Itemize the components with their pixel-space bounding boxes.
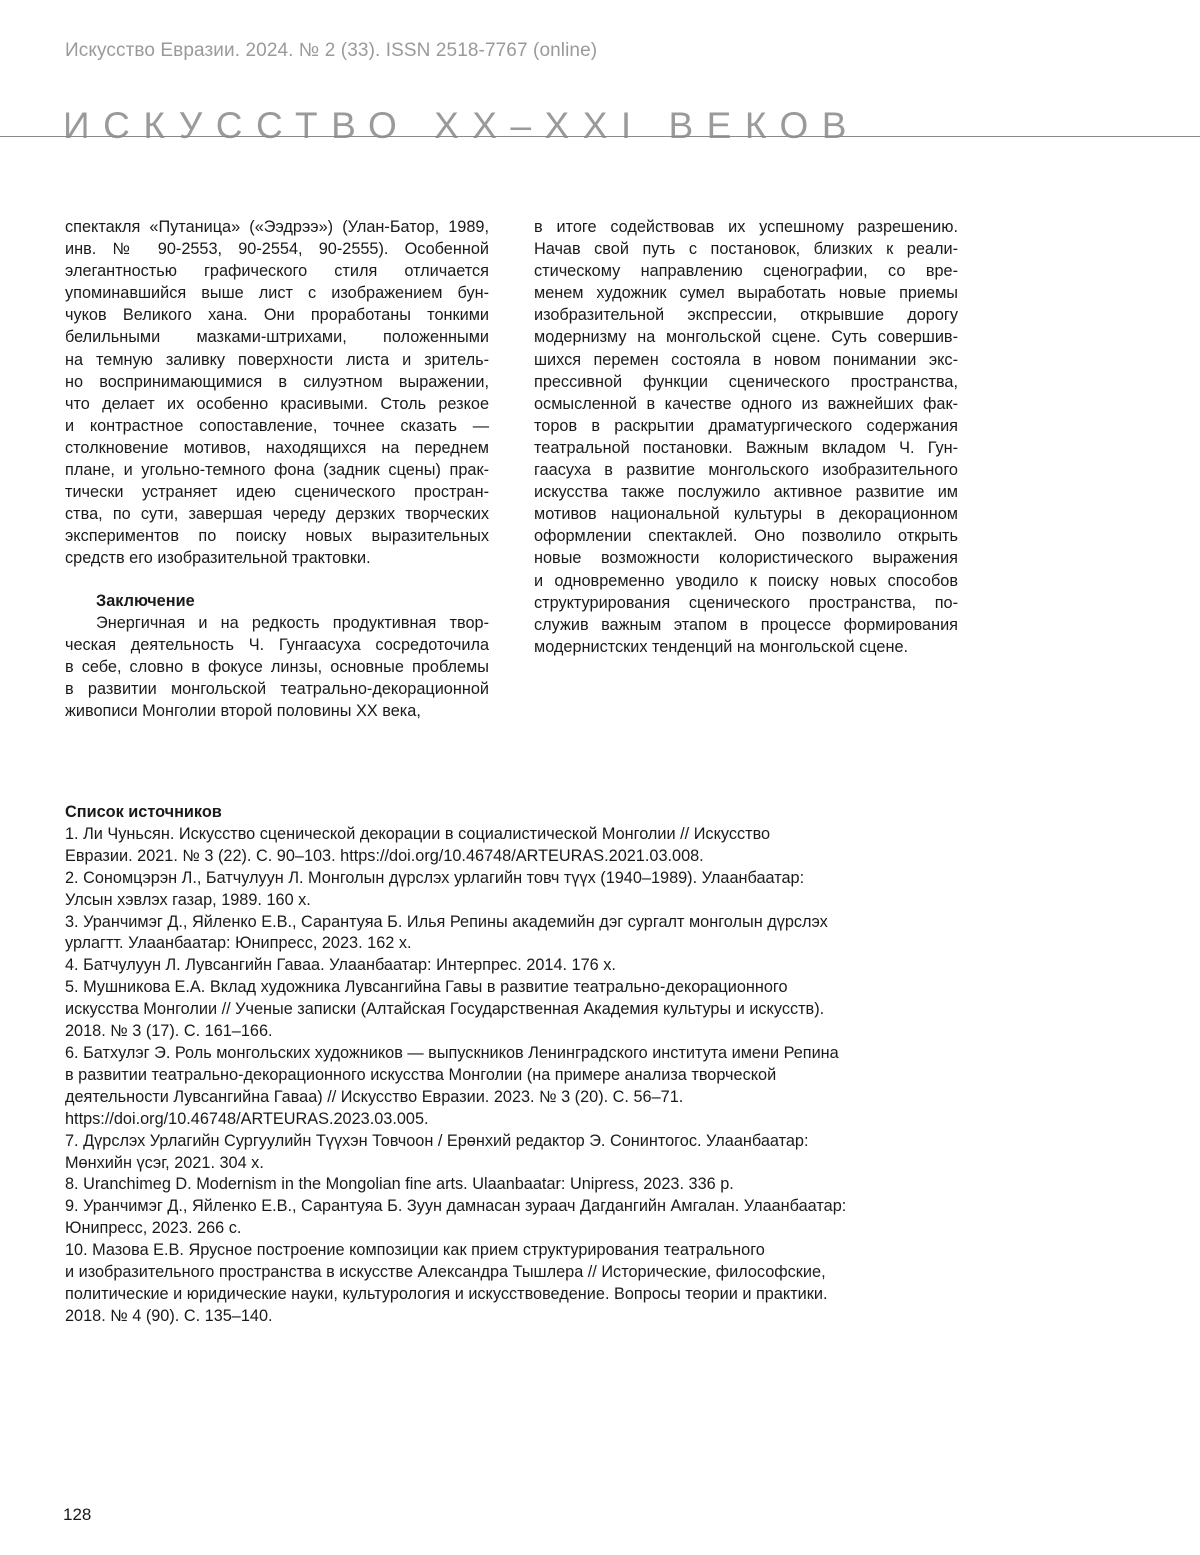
text-line: в итоге содействовав их успешному разрешению. xyxy=(534,218,958,236)
conclusion-paragraph-continued xyxy=(534,216,958,658)
text-line: искусства также послужило активное развитие им xyxy=(534,483,958,502)
references-section xyxy=(65,802,965,1328)
reference-line: и изобразительного пространства в искусстве Александра Тышлера // Исторические, философские, xyxy=(65,1263,826,1282)
text-line: и одновременно уводило к поиску новых способов xyxy=(534,571,958,590)
reference-line: политические и юридические науки, культурология и искусствоведение. Вопросы теории и практики. xyxy=(65,1284,828,1303)
text-line: осмысленной в качестве одного из важнейших фак- xyxy=(534,394,958,413)
reference-line: 3. Уранчимэг Д., Яйленко Е.В., Сарантуяа Б. Илья Репины академийн дэг сургалт монголын дүрслэх xyxy=(65,912,828,931)
text-line: гаасуха в развитие монгольского изобразительного xyxy=(534,461,958,480)
text-line: мотивов национальной культуры в декорационном xyxy=(534,505,958,524)
text-line: новые возможности колористического выражения xyxy=(534,549,958,568)
section-title: ИСКУССТВО XX–XXI ВЕКОВ xyxy=(63,104,860,146)
reference-item xyxy=(65,1196,965,1240)
text-line: ческая деятельность Ч. Гунгаасуха сосредоточила xyxy=(65,635,489,654)
journal-citation: Искусство Евразии. 2024. № 2 (33). ISSN 2518-7767 (online) xyxy=(65,40,598,61)
reference-line: Мөнхийн үсэг, 2021. 304 х. xyxy=(65,1153,264,1172)
text-line: в себе, словно в фокусе линзы, основные проблемы xyxy=(65,657,489,676)
reference-item xyxy=(65,955,965,977)
text-line: упоминавшийся выше лист с изображением бун- xyxy=(65,284,489,303)
reference-line: деятельности Лувсангийна Гаваа) // Искусство Евразии. 2023. № 3 (20). С. 56–71. xyxy=(65,1087,684,1106)
text-line: торов в раскрытии драматургического содержания xyxy=(534,416,958,435)
page-number: 128 xyxy=(63,1505,92,1524)
text-line: ства, по сути, завершая череду дерзких творческих xyxy=(65,505,489,524)
reference-line: 9. Уранчимэг Д., Яйленко Е.В., Сарантуяа Б. Зуун дамнасан зураач Дагдангийн Амгалан. Улаанбаатар: xyxy=(65,1197,847,1216)
text-line: структурирования сценического пространства, по- xyxy=(534,593,958,612)
reference-line: 6. Батхулэг Э. Роль монгольских художников — выпускников Ленинградского института имени Репина xyxy=(65,1043,839,1062)
reference-line: 7. Дүрслэх Урлагийн Сургуулийн Түүхэн Товчоон / Ерөнхий редактор Э. Сонинтогос. Улаанбаатар: xyxy=(65,1131,809,1150)
text-line: что делает их особенно красивыми. Столь резкое xyxy=(65,394,489,413)
reference-line: в развитии театрально-декорационного искусства Монголии (на примере анализа творческой xyxy=(65,1065,777,1084)
reference-item xyxy=(65,824,965,868)
reference-line: 2018. № 4 (90). С. 135–140. xyxy=(65,1306,273,1325)
header-divider xyxy=(0,136,1200,137)
reference-item xyxy=(65,1131,965,1175)
reference-item xyxy=(65,912,965,956)
text-line: но воспринимающимися в силуэтном выражении, xyxy=(65,372,489,391)
conclusion-paragraph xyxy=(65,612,489,722)
reference-line: 2. Сономцэрэн Л., Батчулуун Л. Монголын дүрслэх урлагийн товч түүх (1940–1989). Улаанбаатар: xyxy=(65,868,805,887)
references-list xyxy=(65,824,965,1328)
text-line: служив важным этапом в процессе формирования xyxy=(534,615,958,634)
reference-item xyxy=(65,977,965,1043)
text-line: Начав свой путь с постановок, близких к реали- xyxy=(534,240,958,259)
left-column xyxy=(65,216,489,722)
reference-line: 4. Батчулуун Л. Лувсангийн Гаваа. Улаанбаатар: Интерпрес. 2014. 176 х. xyxy=(65,956,616,975)
right-column xyxy=(534,216,958,658)
text-line: чуков Великого хана. Они проработаны тонкими xyxy=(65,306,489,325)
text-line: инв. № 90-2553, 90-2554, 90-2555). Особенной xyxy=(65,240,489,259)
text-line: столкновение мотивов, находящихся на переднем xyxy=(65,438,489,457)
text-line: средств его изобразительной трактовки. xyxy=(65,549,371,568)
text-line: Энергичная и на редкость продуктивная твор- xyxy=(96,613,489,632)
text-line: оформлении спектаклей. Оно позволило открыть xyxy=(534,527,958,546)
reference-line: Улсын хэвлэх газар, 1989. 160 х. xyxy=(65,890,311,909)
paragraph-continuation xyxy=(65,216,489,570)
reference-item xyxy=(65,868,965,912)
text-line: спектакля «Путаница» («Ээдрээ») (Улан-Батор, 1989, xyxy=(65,218,489,236)
conclusion-heading: Заключение xyxy=(96,591,195,610)
reference-line: Евразии. 2021. № 3 (22). С. 90–103. https://doi.org/10.46748/ARTEURAS.2021.03.008. xyxy=(65,846,704,865)
reference-line: 2018. № 3 (17). С. 161–166. xyxy=(65,1022,273,1041)
reference-line: Юнипресс, 2023. 266 с. xyxy=(65,1219,242,1238)
text-line: менем художник сумел выработать новые приемы xyxy=(534,284,958,303)
text-line: на темную заливку поверхности листа и зритель- xyxy=(65,350,489,369)
reference-line: урлагтт. Улаанбаатар: Юнипресс, 2023. 162 х. xyxy=(65,934,412,953)
text-line: прессивной функции сценического пространства, xyxy=(534,372,958,391)
text-line: плане, и угольно-темного фона (задник сцены) прак- xyxy=(65,461,489,480)
text-line: живописи Монголии второй половины XX века, xyxy=(65,701,421,720)
reference-item xyxy=(65,1043,965,1131)
text-line: и контрастное сопоставление, точнее сказать — xyxy=(65,416,489,435)
reference-item xyxy=(65,1174,965,1196)
text-line: театральной постановки. Важным вкладом Ч. Гун- xyxy=(534,438,958,457)
text-line: модернизму на монгольской сцене. Суть совершив- xyxy=(534,328,958,347)
reference-line: 5. Мушникова Е.А. Вклад художника Лувсангийна Гавы в развитие театрально-декорационного xyxy=(65,978,788,997)
text-line: модернистских тенденций на монгольской сцене. xyxy=(534,637,909,656)
reference-line: 8. Uranchimeg D. Modernism in the Mongolian fine arts. Ulaanbaatar: Unipress, 2023. 336 p. xyxy=(65,1175,734,1194)
text-line: шихся перемен состояла в новом понимании экс- xyxy=(534,350,958,369)
text-line: в развитии монгольской театрально-декорационной xyxy=(65,679,489,698)
text-line: экспериментов по поиску новых выразительных xyxy=(65,527,489,546)
references-heading: Список источников xyxy=(65,803,222,821)
reference-line: https://doi.org/10.46748/ARTEURAS.2023.03.005. xyxy=(65,1109,429,1128)
reference-line: 10. Мазова Е.В. Ярусное построение композиции как прием структурирования театрального xyxy=(65,1241,765,1260)
reference-line: искусства Монголии // Ученые записки (Алтайская Государственная Академия культуры и искусств). xyxy=(65,1000,825,1019)
text-line: белильными мазками-штрихами, положенными xyxy=(65,328,489,347)
reference-line: 1. Ли Чуньсян. Искусство сценической декорации в социалистической Монголии // Искусство xyxy=(65,824,771,843)
text-line: изобразительной экспрессии, открывшие дорогу xyxy=(534,306,958,325)
text-line: стическому направлению сценографии, со вре- xyxy=(534,262,958,281)
text-line: элегантностью графического стиля отличается xyxy=(65,262,489,281)
reference-item xyxy=(65,1240,965,1328)
text-line: тически устраняет идею сценического простран- xyxy=(65,483,489,502)
